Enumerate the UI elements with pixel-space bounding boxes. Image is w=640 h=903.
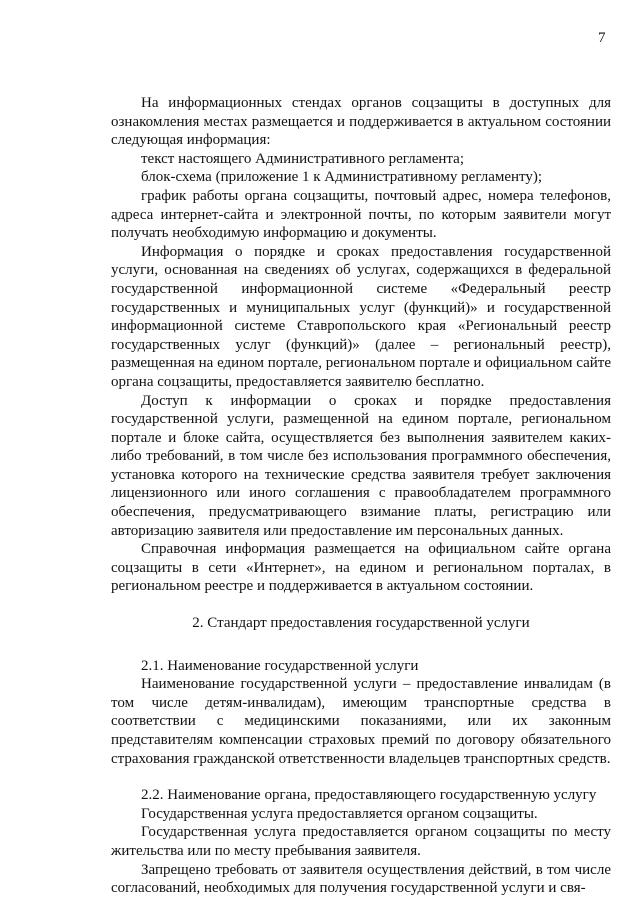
- subsection-2-2-paragraph: Государственная услуга предоставляется органом соцзащиты по месту жительства или по месту пребывания заявителя.: [111, 824, 611, 859]
- paragraph-reference-info: Справочная информация размещается на официальном сайте органа соцзащиты в сети «Интернет», на едином и региональном порталах, в региональном реестре и поддерживается в актуальном состоянии.: [111, 541, 611, 595]
- paragraph-stands-intro: На информационных стендах органов соцзащиты в доступных для ознакомления местах размещается и поддерживается в актуальном состоянии следующая информация:: [111, 95, 611, 149]
- subsection-2-1-text: Наименование государственной услуги – предоставление инвалидам (в том числе детям-инвалидам), имеющим транспортные средства в соответствии с медицинскими показаниями, или их законным представителям компенсации страховых премий по договору обязательного страхования гражданской ответственности владельцев транспортных средств.: [111, 676, 611, 767]
- paragraph-list-item-flowchart: блок-схема (приложение 1 к Административному регламенту);: [141, 169, 543, 186]
- paragraph-access-info: Доступ к информации о сроках и порядке предоставления государственной услуги, размещенной на едином портале, региональном портале и блоке сайта, осуществляется без выполнения заявителем каких-либо требований, в том числе без использования программного обеспечения, установка которого на технические средства заявителя требует заключения лицензионного или иного соглашения с правообладателем программного обеспечения, предусматривающего взимание платы, регистрацию или авторизацию заявителя или предоставление им персональных данных.: [111, 392, 611, 539]
- subsection-2-2-paragraph: Государственная услуга предоставляется органом соцзащиты.: [141, 805, 538, 822]
- paragraph-list-item-schedule: график работы органа соцзащиты, почтовый адрес, номера телефонов, адреса интернет-сайта и электронной почты, по которым заявители могут получать необходимую информацию и документы.: [111, 187, 611, 242]
- page-number: 7: [598, 30, 606, 46]
- paragraph-service-info: Информация о порядке и сроках предоставления государственной услуги, основанная на сведениях об услугах, содержащихся в федеральной государственной информационной системе «Федеральный реестр государственных и муниципальных услуг (функций)» и государственной информационной системе Ставропольского края «Региональный реестр государственных услуг (функций)» (далее – региональный реестр), размещенная на едином портале, региональном портале и официальном сайте органа соцзащиты, предоставляется заявителю бесплатно.: [111, 243, 611, 390]
- subsection-2-2-title: 2.2. Наименование органа, предоставляющего государственную услугу: [141, 787, 597, 804]
- paragraph-list-item-regulation: текст настоящего Административного регламента;: [141, 150, 464, 167]
- section-heading: 2. Стандарт предоставления государственной услуги: [192, 615, 530, 632]
- subsection-2-1-title: 2.1. Наименование государственной услуги: [141, 657, 419, 674]
- document-body: [111, 94, 611, 898]
- subsection-2-2-paragraph: Запрещено требовать от заявителя осуществления действий, в том числе согласований, необходимых для получения государственной услуги и свя-: [111, 861, 611, 897]
